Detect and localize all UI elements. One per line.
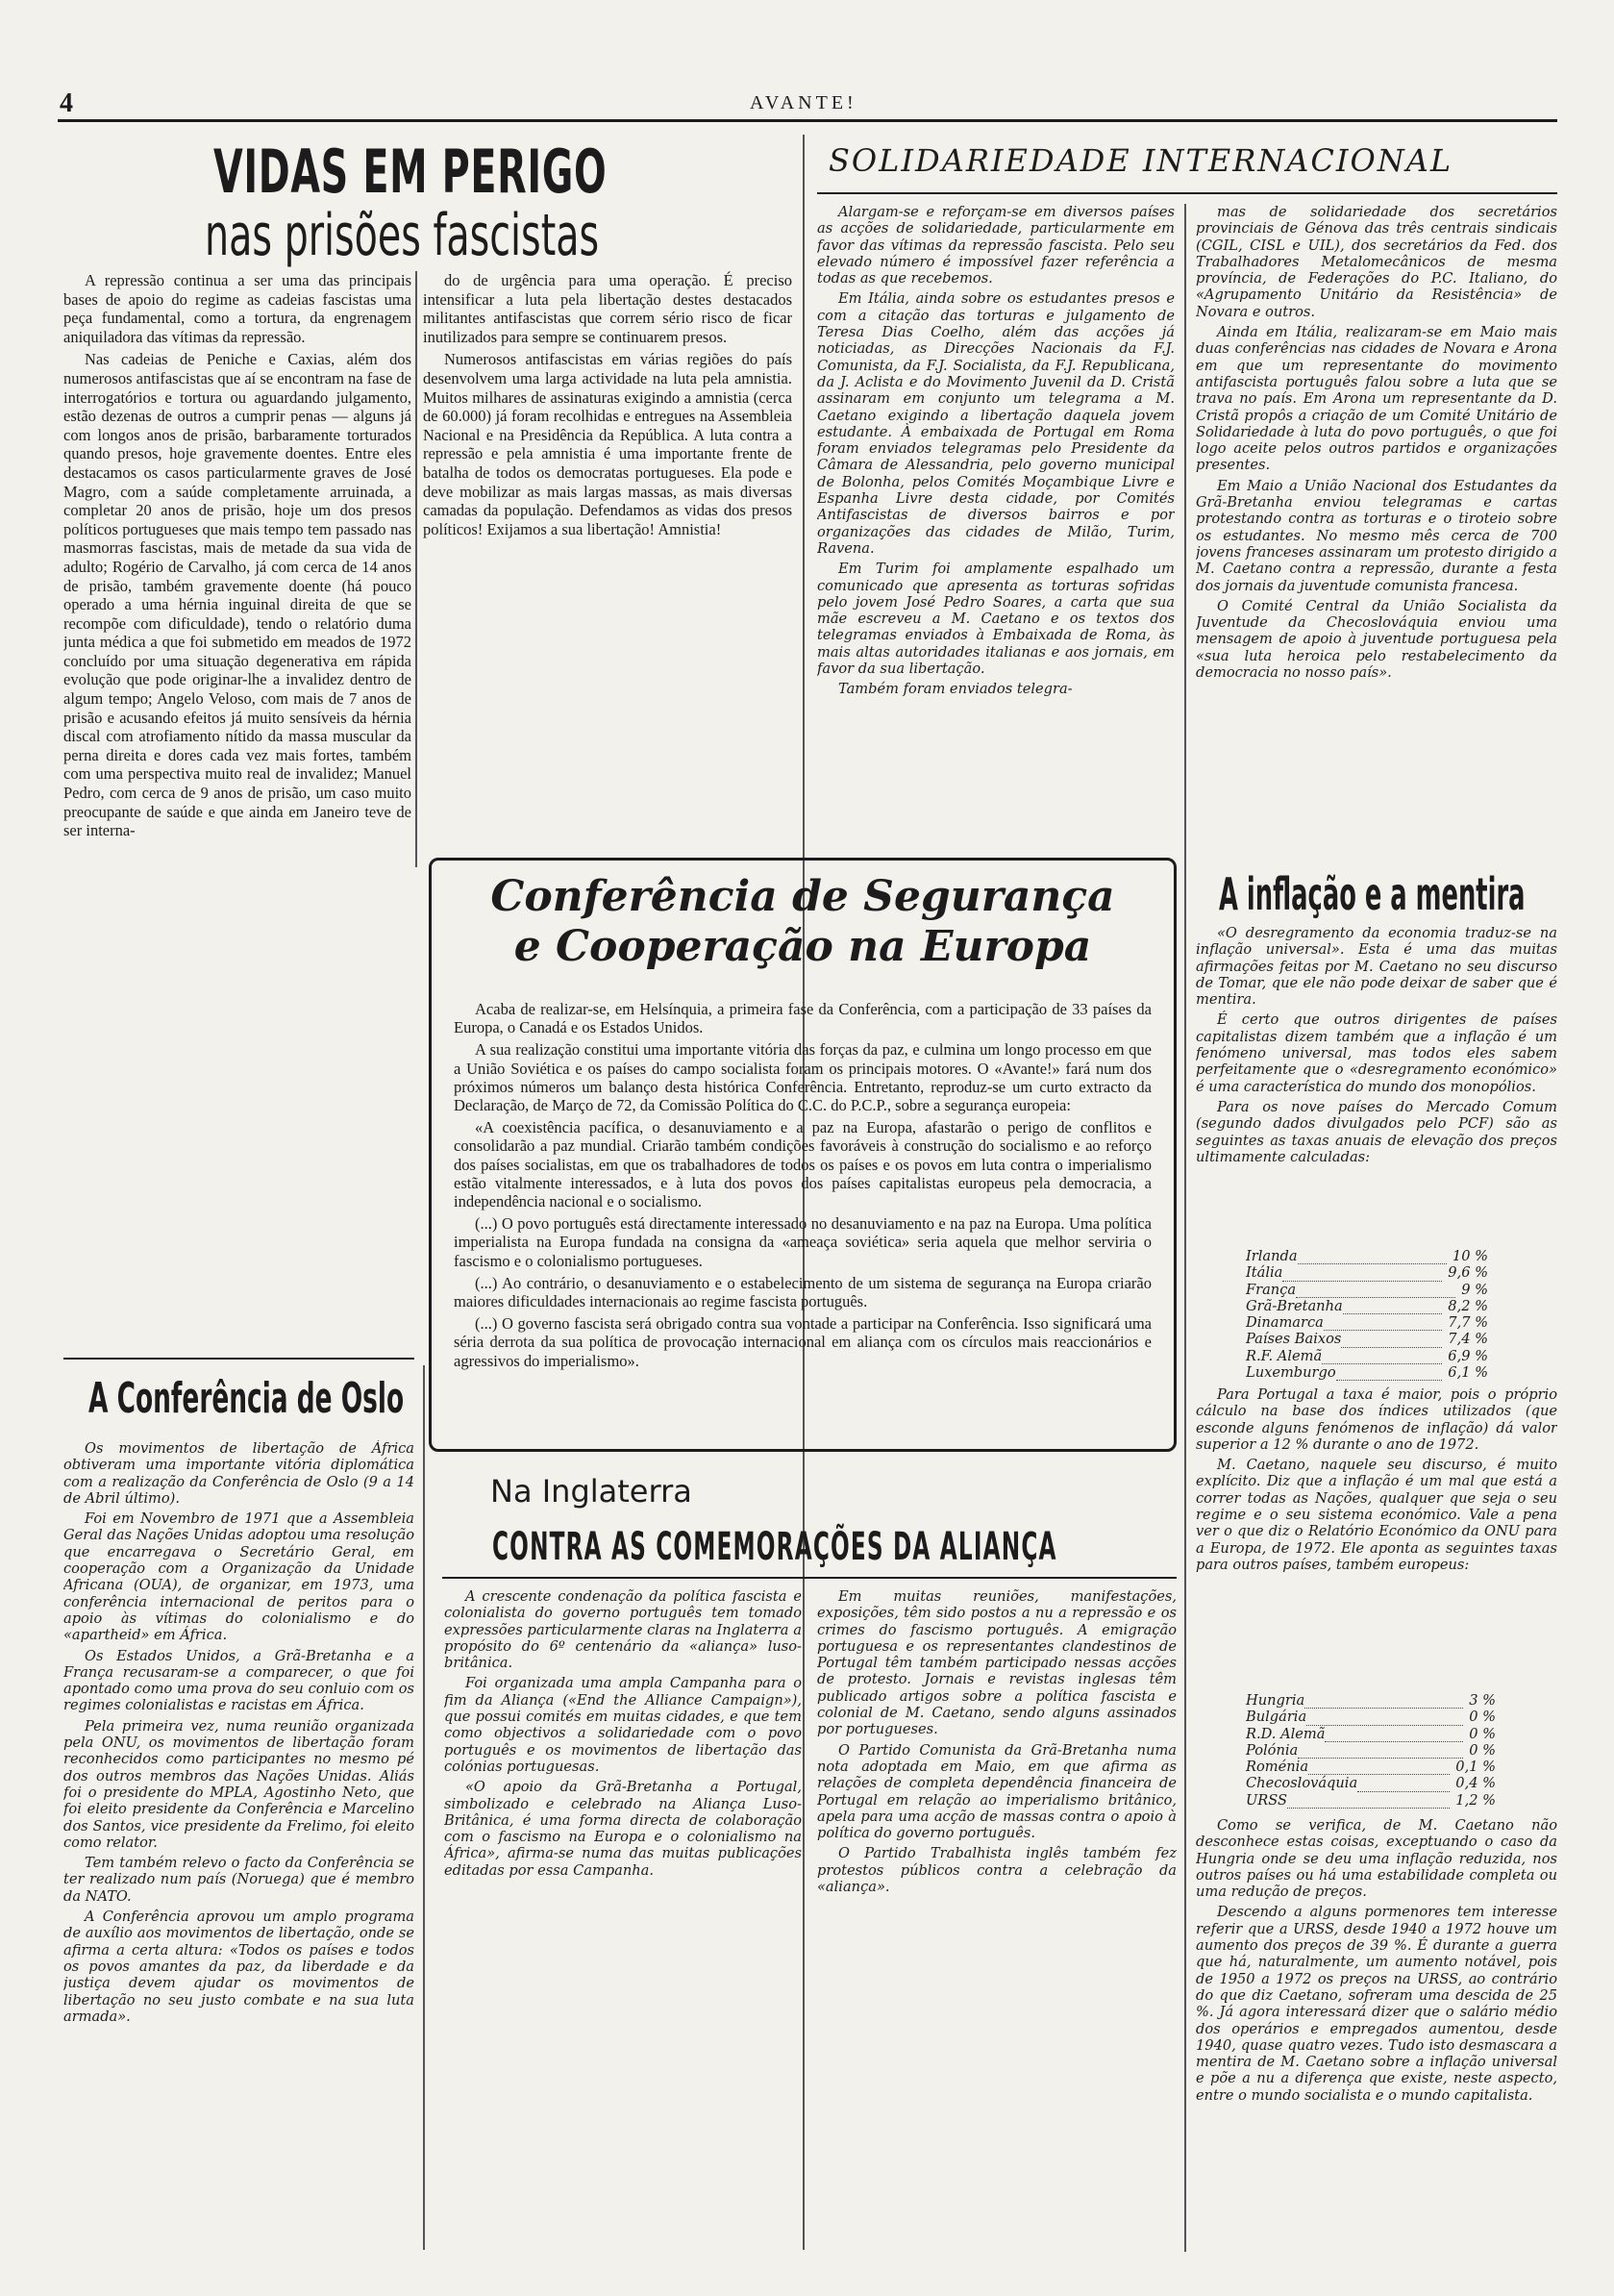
inglaterra-paragraph: O Partido Comunista da Grã-Bretanha numa nota adoptada em Maio, em que afirma as relações de completa dependência financeira de Portugal em relação ao imperialismo britânico, apela para uma acção de massas contra o apoio à política do governo português. [817, 1741, 1177, 1842]
inglaterra-paragraph: Em muitas reuniões, manifestações, exposições, têm sido postos a nu a repressão e os crimes do fascismo português. A emigração portuguesa e os representantes clandestinos de Portugal têm também participado nessas acções de protesto. Jornais e revistas inglesas têm publicado artigos sobre a política fascista e colonial de M. Caetano, sendo alguns assinados por portugueses. [817, 1588, 1177, 1738]
oslo-paragraph: Pela primeira vez, numa reunião organizada pela ONU, os movimentos de libertação foram reconhecidos como participantes no mesmo pé dos outros membros das Nações Unidas. Aliás foi o presidente do MPLA, Agostinho Neto, que foi eleito presidente da Conferência e Marcelino dos Santos, vice presidente da Frelimo, foi eleito como relator. [63, 1717, 414, 1851]
table-value: 6,1 % [1448, 1364, 1488, 1382]
table-value: 9,6 % [1448, 1264, 1488, 1282]
inflacao-paragraph: Como se verifica, de M. Caetano não desconhece estas coisas, exceptuando o caso da Hungria onde se deu uma inflação reduzida, nos outros países ou há uma estabilidade completa ou uma redução de preços. [1196, 1817, 1557, 1901]
oslo-paragraph: Foi em Novembro de 1971 que a Assembleia Geral das Nações Unidas adoptou uma resolução que encarregava o Secretário Geral, em cooperação com a Organização da Unidade Africana (OUA), de organizar, em 1973, uma conferência internacional de peritos para o apoio às vítimas do colonialismo e do «apartheid» em África. [63, 1510, 414, 1644]
inflacao-title: A inflação e a mentira [1219, 868, 1526, 920]
vidas-paragraph: Nas cadeias de Peniche e Caxias, além dos numerosos antifascistas que aí se encontram na fase de interrogatórios e tortura ou aguardando julgamento, estão dezenas de outros a cumprir penas — alguns já com longos anos de prisão, barbaramente torturados quando presos, hoje gravemente doentes. Entre eles destacamos os casos particularmente graves de José Magro, com a saúde completamente arruinada, a completar 20 anos de prisão, hoje um dos presos políticos portugueses que mais tempo tem passado nas masmorras fascistas, mais de metade da sua vida de adulto; Rogério de Carvalho, já com cerca de 14 anos de prisão, também gravemente doente (há pouco operado a uma hérnia inguinal direita de que se recompõe com dificuldade), tendo o relatório duma junta médica a que foi submetido em meados de 1972 concluído por uma situação degenerativa em rápida evolução que pode originar-lhe a invalidez dentro de algum tempo; Angelo Veloso, com mais de 7 anos de prisão e acusando efeitos já muito sensíveis da hérnia discal com atrofiamento nítido da massa muscular da perna direita e dores cada vez mais fortes, também com uma perspectiva muito real de invalidez; Manuel Pedro, com cerca de 9 anos de prisão, um caso muito preocupante de saúde e que ainda em Janeiro teve de ser interna- [63, 350, 411, 840]
inflacao-table-row [1246, 1775, 1496, 1791]
table-value: 3 % [1469, 1692, 1496, 1709]
inflacao-table-row [1246, 1364, 1488, 1381]
conferencia-paragraph: (...) Ao contrário, o desanuviamento e o estabelecimento de um sistema de segurança na Europa criarão maiores dificuldades internacionais ao regime fascista português. [454, 1273, 1152, 1311]
oslo-paragraph: Os Estados Unidos, a Grã-Bretanha e a França recusaram-se a comparecer, o que foi apontado como uma prova do seu conluio com os regimes colonialistas e racistas em África. [63, 1647, 414, 1714]
table-country: R.D. Alemã [1246, 1725, 1326, 1742]
solidariedade-column-2 [1196, 204, 1557, 856]
inflacao-table-row [1246, 1726, 1496, 1742]
solidariedade-title: SOLIDARIEDADE INTERNACIONAL [829, 142, 1453, 179]
table-country: Irlanda [1246, 1248, 1298, 1264]
table-value: 9 % [1461, 1281, 1488, 1298]
table-value: 0,1 % [1455, 1759, 1496, 1776]
solidariedade-paragraph: Alargam-se e reforçam-se em diversos países as acções de solidariedade, particularmente em favor das vítimas da repressão fascista. Pelo seu elevado número é impossível fazer referência a todas as que recebemos. [817, 204, 1175, 287]
table-country: Hungria [1246, 1692, 1305, 1709]
masthead: AVANTE! [750, 92, 857, 113]
column-divider [423, 1365, 425, 2250]
conferencia-title-line1: Conferência de Segurança [490, 872, 1115, 921]
conferencia-paragraph: (...) O governo fascista será obrigado contra sua vontade a participar na Conferência. Isso significará uma séria derrota da sua política de provocação internacional em aliança com os círculos mais reaccionários e agressivos do imperialismo». [454, 1314, 1152, 1370]
oslo-paragraph: Tem também relevo o facto da Conferência se ter realizado num país (Noruega) que é membro da NATO. [63, 1855, 414, 1905]
table-value: 1,2 % [1455, 1791, 1496, 1809]
solidariedade-paragraph: Em Itália, ainda sobre os estudantes presos e com a citação das torturas e julgamento de Teresa Dias Coelho, além das acções já noticiadas, as Direcções Nacionais da F.J. Comunista, da F.J. Socialista, da F.J. Republicana, da J. Aclista e do Movimento Juvenil da D. Cristã assinaram em conjunto um telegrama a M. Caetano exigindo a libertação daquela jovem estudante. À embaixada de Portugal em Roma foram enviados telegramas pelo Presidente da Câmara de Alessandria, pelo governo municipal de Bolonha, pelos Comités Moçambique Livre e Espanha Livre desta cidade, por Comités Antifascistas de diversos bairros e por organizações das cidades de Milão, Turim, Ravena. [817, 290, 1175, 557]
conferencia-paragraph: «A coexistência pacífica, o desanuviamento e a paz na Europa, afastarão o perigo de conflitos e consolidarão a paz mundial. Criarão também condições favoráveis à construção do socialismo e ao reforço dos países socialistas, em que os trabalhadores de todos os países e os povos em luta contra o imperialismo estão vitalmente interessados, e à luta dos povos dos países capitalistas europeus pela democracia, a independência nacional e o socialismo. [454, 1118, 1152, 1211]
inflacao-table-row [1246, 1331, 1488, 1347]
inglaterra-rule [442, 1577, 1177, 1579]
inflacao-intro [1196, 925, 1557, 1244]
solidariedade-paragraph: Ainda em Itália, realizaram-se em Maio mais duas conferências nas cidades de Novara e Arona em que um representante do movimento antifascista português falou sobre a luta que se trava no país. Em Arona um representante da D. Cristã propôs a criação de um Comité Unitário de Solidariedade à luta do povo português, o que foi logo aceite pelos outros partidos e organizações presentes. [1196, 324, 1557, 474]
oslo-paragraph: Os movimentos de libertação de África obtiveram uma importante vitória diplomática com a realização da Conferência de Oslo (9 a 14 de Abril último). [63, 1440, 414, 1507]
table-value: 0 % [1469, 1725, 1496, 1742]
vidas-title-line2: nas prisões fascistas [205, 202, 600, 269]
inflacao-table-row [1246, 1709, 1496, 1725]
inflacao-table-row [1246, 1282, 1488, 1298]
table-country: Roménia [1246, 1759, 1309, 1776]
table-value: 7,7 % [1448, 1314, 1488, 1332]
inglaterra-paragraph: «O apoio da Grã-Bretanha a Portugal, simbolizado e celebrado na Aliança Luso-Britânica, é uma forma directa de colaboração com o fascismo na Europa e o colonialismo na África», afirma-se numa das muitas publicações editadas por essa Campanha. [444, 1779, 802, 1879]
inglaterra-column-1 [444, 1588, 802, 2252]
vidas-title-line1: VIDAS EM PERIGO [213, 137, 608, 207]
solidariedade-paragraph: O Comité Central da União Socialista da Juventude da Checoslováquia enviou uma mensagem de apoio à juventude portuguesa pela «sua luta heroica pelo restabelecimento da democracia no nosso país». [1196, 597, 1557, 682]
table-value: 8,2 % [1448, 1297, 1488, 1314]
table-value: 7,4 % [1448, 1331, 1488, 1348]
oslo-title: A Conferência de Oslo [88, 1374, 405, 1423]
conferencia-title-line2: e Cooperação na Europa [513, 922, 1092, 971]
inflacao-paragraph: Descendo a alguns pormenores tem interesse referir que a URSS, desde 1940 a 1972 houve um aumento dos preços de 39 %. É durante a guerra que há, naturalmente, um aumento notável, pois de 1950 a 1972 os preços na URSS, ao contrário do que diz Caetano, sofreram uma descida de 25 %. Já agora interessará dizer que o salário médio dos operários e empregados aumentou, desde 1940, quase quatro vezes. Tudo isto desmascara a mentira de M. Caetano sobre a inflação universal e põe a nu a diferença que existe, neste aspecto, entre o mundo socialista e o mundo capitalista. [1196, 1904, 1557, 2104]
inflacao-table-row [1246, 1298, 1488, 1314]
inflacao-paragraph: «O desregramento da economia traduz-se na inflação universal». Esta é uma das muitas afirmações feitas por M. Caetano no seu discurso de Tomar, que ele não pode deixar de saber que é mentira. [1196, 925, 1557, 1009]
solidariedade-paragraph: Também foram enviados telegra- [838, 681, 1073, 698]
solidariedade-paragraph: mas de solidariedade dos secretários provinciais de Génova das três centrais sindicais (CGIL, CISL e UIL), dos secretários da Fed. dos Trabalhadores Metalomecânicos de mesma província, de Federações do P.C. Italiano, do «Agrupamento Unitário da Resistência» de Novara e outros. [1196, 204, 1557, 320]
oslo-top-rule [63, 1358, 414, 1360]
inflacao-table-row [1246, 1314, 1488, 1331]
vidas-column-2 [423, 271, 792, 861]
page-number: 4 [60, 88, 73, 118]
table-value: 0 % [1469, 1741, 1496, 1759]
conferencia-body [454, 1000, 1152, 1440]
inflacao-paragraph: M. Caetano, naquele seu discurso, é muito explícito. Diz que a inflação é um mal que está a correr todas as Nações, qualquer que seja o seu regime e o seu sistema económico. Vale a pena ver o que diz o Relatório Económico da ONU para a Europa, de 1972. Ele aponta as seguintes taxas para outros países, também europeus: [1196, 1457, 1557, 1573]
table-country: Itália [1246, 1264, 1283, 1282]
inflacao-table-row [1246, 1692, 1496, 1709]
inflacao-table-row [1246, 1248, 1488, 1264]
conferencia-paragraph: Acaba de realizar-se, em Helsínquia, a primeira fase da Conferência, com a participação de 33 países da Europa, o Canadá e os Estados Unidos. [454, 1000, 1152, 1037]
table-country: R.F. Alemã [1246, 1347, 1323, 1364]
table-country: Grã-Bretanha [1246, 1297, 1343, 1314]
table-value: 0 % [1469, 1709, 1496, 1726]
solidariedade-column-1 [817, 204, 1175, 856]
header-rule [58, 119, 1557, 122]
column-divider [1184, 204, 1186, 2252]
inflacao-table-mercado-comum [1246, 1248, 1488, 1381]
table-country: Luxemburgo [1246, 1364, 1336, 1382]
inglaterra-kicker: Na Inglaterra [490, 1473, 692, 1510]
inflacao-middle [1196, 1386, 1557, 1692]
inflacao-table-row [1246, 1792, 1496, 1809]
table-country: Checoslováquia [1246, 1775, 1358, 1792]
solidariedade-paragraph: Em Maio a União Nacional dos Estudantes da Grã-Bretanha enviou telegramas e cartas protestando contra as torturas e o tiroteio sobre os estudantes. No mesmo mês cerca de 700 jovens franceses assinaram um protesto dirigido a M. Caetano contra a repressão, durante a festa dos jornais da juventude comunista francesa. [1196, 477, 1557, 594]
inflacao-paragraph: Para Portugal a taxa é maior, pois o próprio cálculo na base dos índices utilizados (que esconde alguns fenómenos de inflação) dá valor superior a 12 % durante o ano de 1972. [1196, 1386, 1557, 1453]
oslo-paragraph: A Conferência aprovou um amplo programa de auxílio aos movimentos de libertação, onde se afirma a certa altura: «Todos os países e todos os povos amantes da paz, da liberdade e da justiça devem ajudar os movimentos de libertação no seu justo combate e na sua luta armada». [63, 1909, 414, 2025]
table-country: URSS [1246, 1791, 1288, 1809]
table-country: França [1246, 1281, 1297, 1298]
column-divider [415, 271, 417, 867]
inflacao-table-row [1246, 1742, 1496, 1759]
vidas-column-1 [63, 271, 411, 1346]
inflacao-table-row [1246, 1759, 1496, 1775]
inglaterra-paragraph: O Partido Trabalhista inglês também fez protestos públicos contra a celebração da «aliança». [817, 1845, 1177, 1896]
inflacao-conclusion [1196, 1817, 1557, 2252]
inglaterra-paragraph: Foi organizada uma ampla Campanha para o fim da Aliança («End the Alliance Campaign»), que possui comités em muitas cidades, e que tem como objectivos a solidariedade com o povo português e os movimentos de libertação das colónias portuguesas. [444, 1675, 802, 1775]
table-country: Países Baixos [1246, 1331, 1342, 1348]
vidas-paragraph: Numerosos antifascistas em várias regiões do país desenvolvem uma larga actividade na luta pela amnistia. Muitos milhares de assinaturas exigindo a amnistia (cerca de 60.000) já foram recolhidas e entregues na Assembleia Nacional e na Presidência da República. A luta contra a repressão e pela amnistia é uma importante frente de batalha de todos os democratas portugueses. Ela pode e deve mobilizar as mais largas massas, as mais diversas camadas da população. Defendamos as vidas dos presos políticos! Exijamos a sua libertação! Amnistia! [423, 350, 792, 538]
vidas-paragraph: A repressão continua a ser uma das principais bases de apoio do regime as cadeias fascistas uma peça fundamental, como a tortura, da engrenagem aniquiladora das vítimas da repressão. [63, 271, 411, 346]
vidas-paragraph: do de urgência para uma operação. É preciso intensificar a luta pela libertação destes destacados militantes antifascistas que correm sério risco de ficar inutilizados para sempre se continuarem presos. [423, 271, 792, 346]
table-value: 10 % [1452, 1248, 1488, 1264]
inglaterra-title: CONTRA AS COMEMORAÇÕES DA ALIANÇA [492, 1525, 1057, 1569]
conferencia-paragraph: A sua realização constitui uma importante vitória das forças da paz, e culmina um longo processo em que a União Soviética e os países do campo socialista foram os principais motores. O «Avante!» fará num dos próximos números um balanço desta histórica Conferência. Entretanto, reproduz-se um curto extracto da Declaração, de Março de 72, da Comissão Política do C.C. do P.C.P., sobre a segurança europeia: [454, 1040, 1152, 1115]
conferencia-paragraph: (...) O povo português está directamente interessado no desanuviamento e na paz na Europa. Uma política imperialista na Europa fundada na consigna da «ameaça soviética» seria aquela que melhor serviria o fascismo e o colonialismo portugueses. [454, 1214, 1152, 1270]
inflacao-table-row [1246, 1264, 1488, 1281]
table-value: 6,9 % [1448, 1347, 1488, 1364]
inflacao-table-row [1246, 1348, 1488, 1364]
table-country: Bulgária [1246, 1709, 1307, 1726]
table-country: Dinamarca [1246, 1314, 1324, 1332]
inflacao-paragraph: É certo que outros dirigentes de países capitalistas dizem também que a inflação é um fenómeno universal, mas todos eles sabem perfeitamente que o «desregramento económico» é uma característica do mundo dos monopólios. [1196, 1011, 1557, 1095]
inflacao-table-socialistas [1246, 1692, 1496, 1809]
inglaterra-column-2 [817, 1588, 1177, 2252]
inflacao-paragraph: Para os nove países do Mercado Comum (segundo dados divulgados pelo PCF) são as seguintes as taxas anuais de elevação dos preços ultimamente calculadas: [1196, 1098, 1557, 1165]
solidariedade-paragraph: Em Turim foi amplamente espalhado um comunicado que apresenta as torturas sofridas pelo jovem José Pedro Soares, a carta que sua mãe escreveu a M. Caetano e os textos dos telegramas enviados à Embaixada de Roma, às mais altas autoridades italianas e aos jornais, em favor da sua libertação. [817, 561, 1175, 678]
table-value: 0,4 % [1455, 1775, 1496, 1792]
oslo-body [63, 1440, 414, 2248]
inglaterra-paragraph: A crescente condenação da política fascista e colonialista do governo português tem tomado expressões particularmente claras na Inglaterra a propósito do 6º centenário da «aliança» luso-britânica. [444, 1588, 802, 1672]
table-country: Polónia [1246, 1741, 1299, 1759]
solidariedade-rule [817, 192, 1557, 194]
